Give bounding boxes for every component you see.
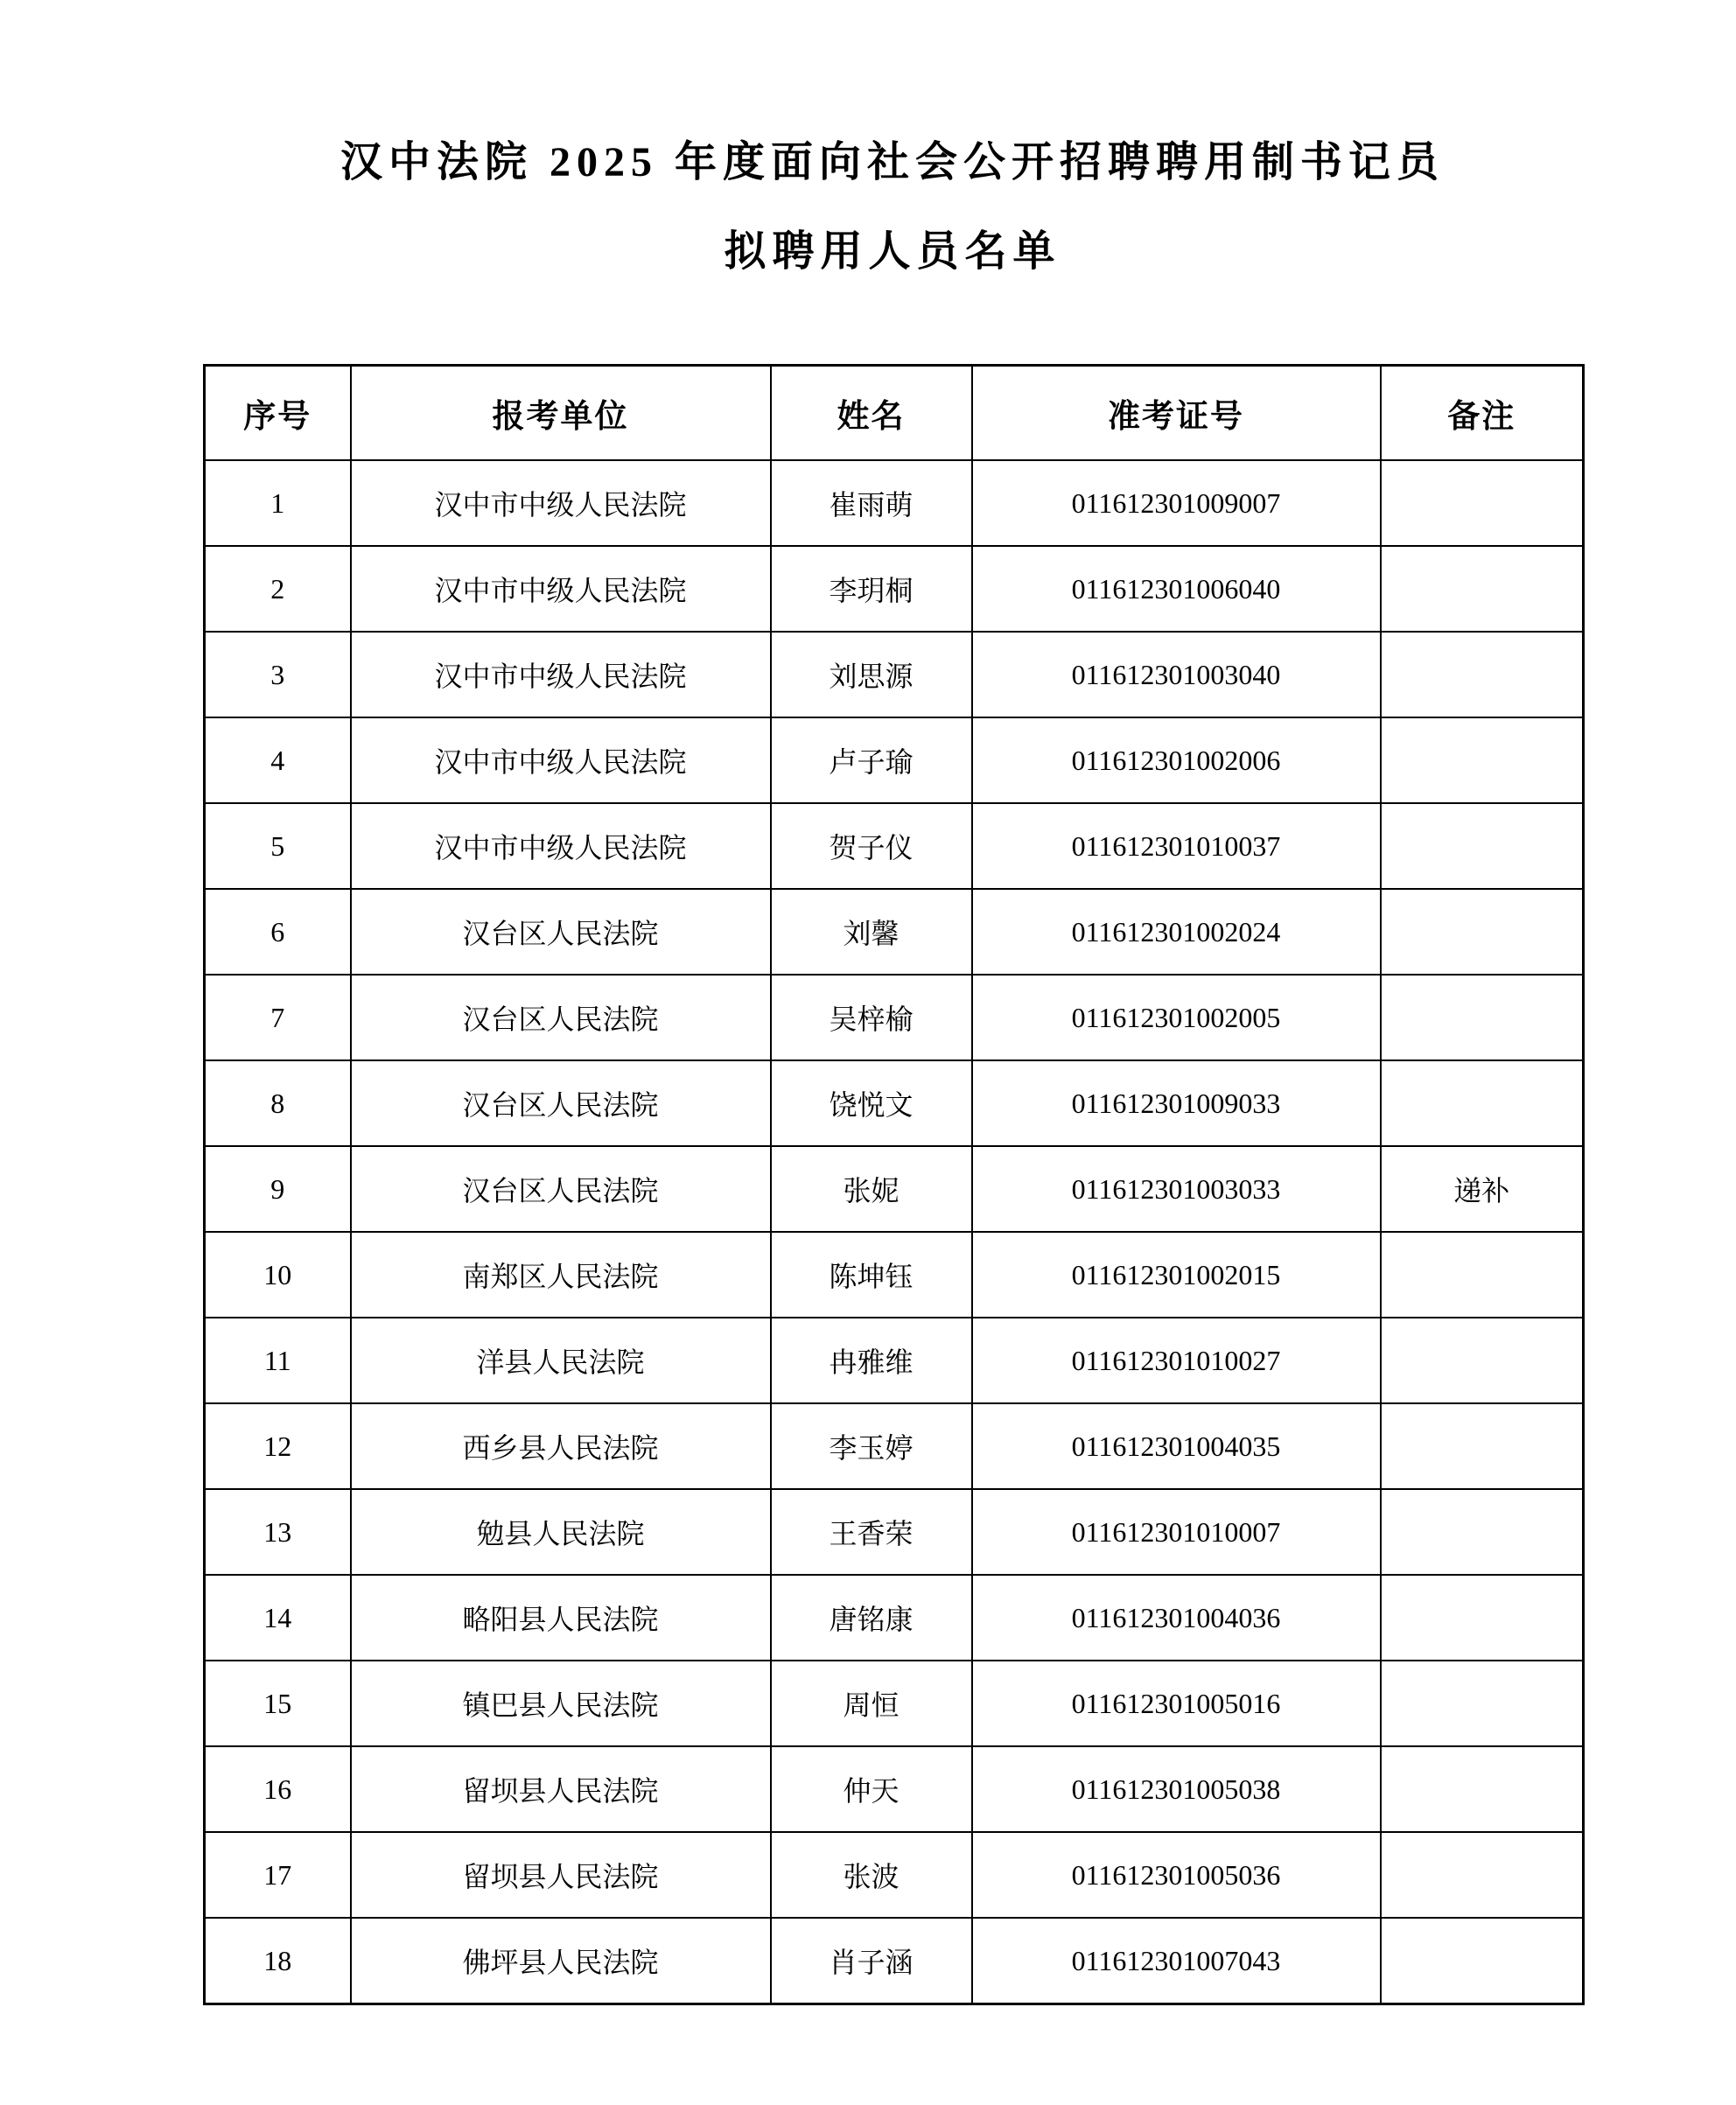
table-row bbox=[205, 803, 1584, 889]
ticket-cell: 011612301007043 bbox=[972, 1918, 1381, 2004]
table-row bbox=[205, 632, 1584, 717]
row-number-cell: 13 bbox=[205, 1489, 351, 1575]
ticket-cell: 011612301010027 bbox=[972, 1318, 1381, 1403]
table-row bbox=[205, 460, 1584, 546]
name-cell: 张妮 bbox=[771, 1146, 972, 1232]
name-cell: 饶悦文 bbox=[771, 1060, 972, 1146]
name-cell: 李玥桐 bbox=[771, 546, 972, 632]
remark-cell bbox=[1381, 1918, 1584, 2004]
ticket-cell: 011612301003040 bbox=[972, 632, 1381, 717]
page-title-line-2: 拟聘用人员名单 bbox=[724, 228, 1061, 275]
unit-cell: 勉县人民法院 bbox=[351, 1489, 771, 1575]
header-remark: 备注 bbox=[1381, 366, 1584, 461]
name-cell: 崔雨萌 bbox=[771, 460, 972, 546]
roster-table bbox=[203, 364, 1585, 2005]
unit-cell: 汉台区人民法院 bbox=[351, 1146, 771, 1232]
row-number-cell: 14 bbox=[205, 1575, 351, 1661]
unit-cell: 南郑区人民法院 bbox=[351, 1232, 771, 1318]
unit-cell: 镇巴县人民法院 bbox=[351, 1661, 771, 1746]
remark-cell bbox=[1381, 1575, 1584, 1661]
row-number-cell: 16 bbox=[205, 1746, 351, 1832]
remark-cell bbox=[1381, 1060, 1584, 1146]
name-cell: 卢子瑜 bbox=[771, 717, 972, 803]
ticket-cell: 011612301003033 bbox=[972, 1146, 1381, 1232]
table-row bbox=[205, 1403, 1584, 1489]
remark-cell bbox=[1381, 632, 1584, 717]
header-serial-number: 序号 bbox=[205, 366, 351, 461]
unit-cell: 留坝县人民法院 bbox=[351, 1832, 771, 1918]
header-name: 姓名 bbox=[771, 366, 972, 461]
row-number-cell: 15 bbox=[205, 1661, 351, 1746]
ticket-cell: 011612301004035 bbox=[972, 1403, 1381, 1489]
row-number-cell: 7 bbox=[205, 975, 351, 1060]
ticket-cell: 011612301009007 bbox=[972, 460, 1381, 546]
remark-cell bbox=[1381, 975, 1584, 1060]
unit-cell: 汉中市中级人民法院 bbox=[351, 717, 771, 803]
table-row bbox=[205, 1232, 1584, 1318]
header-ticket-number: 准考证号 bbox=[972, 366, 1381, 461]
row-number-cell: 3 bbox=[205, 632, 351, 717]
unit-cell: 西乡县人民法院 bbox=[351, 1403, 771, 1489]
table-row bbox=[205, 1661, 1584, 1746]
ticket-cell: 011612301005038 bbox=[972, 1746, 1381, 1832]
table-row bbox=[205, 1746, 1584, 1832]
remark-cell bbox=[1381, 546, 1584, 632]
name-cell: 唐铭康 bbox=[771, 1575, 972, 1661]
row-number-cell: 12 bbox=[205, 1403, 351, 1489]
row-number-cell: 10 bbox=[205, 1232, 351, 1318]
remark-cell bbox=[1381, 1318, 1584, 1403]
remark-cell bbox=[1381, 1232, 1584, 1318]
row-number-cell: 8 bbox=[205, 1060, 351, 1146]
row-number-cell: 1 bbox=[205, 460, 351, 546]
table-row bbox=[205, 1832, 1584, 1918]
remark-cell bbox=[1381, 717, 1584, 803]
ticket-cell: 011612301010037 bbox=[972, 803, 1381, 889]
ticket-cell: 011612301002006 bbox=[972, 717, 1381, 803]
ticket-cell: 011612301005016 bbox=[972, 1661, 1381, 1746]
unit-cell: 佛坪县人民法院 bbox=[351, 1918, 771, 2004]
unit-cell: 略阳县人民法院 bbox=[351, 1575, 771, 1661]
table-row bbox=[205, 1318, 1584, 1403]
unit-cell: 汉台区人民法院 bbox=[351, 975, 771, 1060]
remark-cell: 递补 bbox=[1381, 1146, 1584, 1232]
table-row bbox=[205, 889, 1584, 975]
row-number-cell: 6 bbox=[205, 889, 351, 975]
table-row bbox=[205, 1918, 1584, 2004]
unit-cell: 留坝县人民法院 bbox=[351, 1746, 771, 1832]
name-cell: 王香荣 bbox=[771, 1489, 972, 1575]
ticket-cell: 011612301006040 bbox=[972, 546, 1381, 632]
ticket-cell: 011612301005036 bbox=[972, 1832, 1381, 1918]
remark-cell bbox=[1381, 1832, 1584, 1918]
page-title-line-1: 汉中法院 2025 年度面向社会公开招聘聘用制书记员 bbox=[340, 139, 1445, 185]
unit-cell: 汉中市中级人民法院 bbox=[351, 460, 771, 546]
name-cell: 贺子仪 bbox=[771, 803, 972, 889]
unit-cell: 洋县人民法院 bbox=[351, 1318, 771, 1403]
unit-cell: 汉中市中级人民法院 bbox=[351, 803, 771, 889]
row-number-cell: 17 bbox=[205, 1832, 351, 1918]
remark-cell bbox=[1381, 1746, 1584, 1832]
ticket-cell: 011612301009033 bbox=[972, 1060, 1381, 1146]
name-cell: 周恒 bbox=[771, 1661, 972, 1746]
name-cell: 刘馨 bbox=[771, 889, 972, 975]
row-number-cell: 9 bbox=[205, 1146, 351, 1232]
unit-cell: 汉中市中级人民法院 bbox=[351, 632, 771, 717]
table-row bbox=[205, 975, 1584, 1060]
ticket-cell: 011612301010007 bbox=[972, 1489, 1381, 1575]
table-header-row bbox=[205, 366, 1584, 461]
table-row bbox=[205, 1489, 1584, 1575]
name-cell: 冉雅维 bbox=[771, 1318, 972, 1403]
name-cell: 肖子涵 bbox=[771, 1918, 972, 2004]
remark-cell bbox=[1381, 460, 1584, 546]
name-cell: 陈坤钰 bbox=[771, 1232, 972, 1318]
name-cell: 李玉婷 bbox=[771, 1403, 972, 1489]
remark-cell bbox=[1381, 1661, 1584, 1746]
row-number-cell: 5 bbox=[205, 803, 351, 889]
table-row bbox=[205, 717, 1584, 803]
remark-cell bbox=[1381, 1403, 1584, 1489]
row-number-cell: 2 bbox=[205, 546, 351, 632]
ticket-cell: 011612301002005 bbox=[972, 975, 1381, 1060]
row-number-cell: 18 bbox=[205, 1918, 351, 2004]
ticket-cell: 011612301002015 bbox=[972, 1232, 1381, 1318]
row-number-cell: 11 bbox=[205, 1318, 351, 1403]
name-cell: 吴梓榆 bbox=[771, 975, 972, 1060]
ticket-cell: 011612301004036 bbox=[972, 1575, 1381, 1661]
name-cell: 刘思源 bbox=[771, 632, 972, 717]
header-applied-unit: 报考单位 bbox=[351, 366, 771, 461]
unit-cell: 汉台区人民法院 bbox=[351, 1060, 771, 1146]
unit-cell: 汉中市中级人民法院 bbox=[351, 546, 771, 632]
remark-cell bbox=[1381, 889, 1584, 975]
unit-cell: 汉台区人民法院 bbox=[351, 889, 771, 975]
table-row bbox=[205, 1060, 1584, 1146]
name-cell: 仲天 bbox=[771, 1746, 972, 1832]
ticket-cell: 011612301002024 bbox=[972, 889, 1381, 975]
remark-cell bbox=[1381, 1489, 1584, 1575]
remark-cell bbox=[1381, 803, 1584, 889]
table-row bbox=[205, 1146, 1584, 1232]
name-cell: 张波 bbox=[771, 1832, 972, 1918]
table-row bbox=[205, 546, 1584, 632]
table-row bbox=[205, 1575, 1584, 1661]
row-number-cell: 4 bbox=[205, 717, 351, 803]
